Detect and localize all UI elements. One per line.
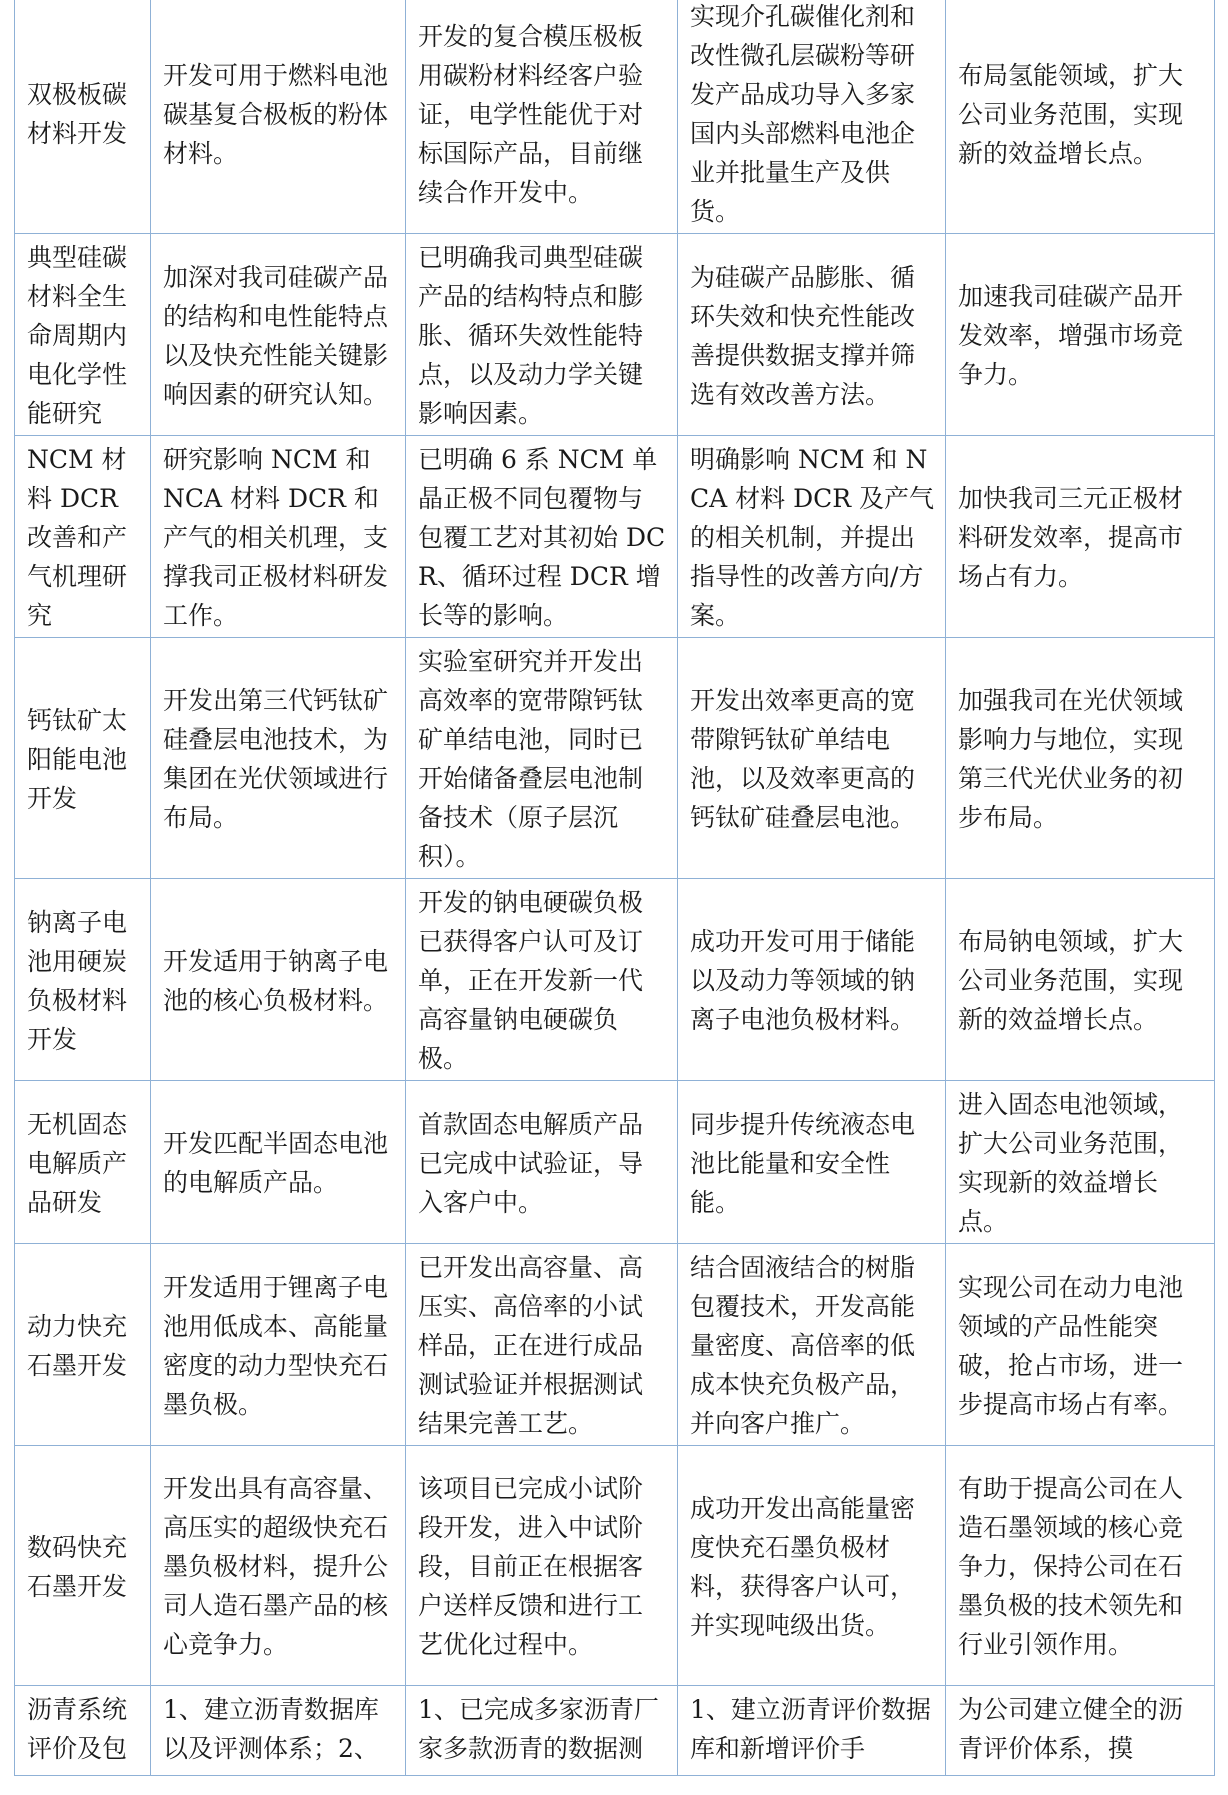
impact-cell: 进入固态电池领域，扩大公司业务范围，实现新的效益增长点。: [946, 1081, 1215, 1244]
progress-cell: 该项目已完成小试阶段开发，进入中试阶段，目前正在根据客户送样反馈和进行工艺优化过程中。: [406, 1446, 678, 1686]
table-row: [15, 1244, 1215, 1446]
target-cell: 实现介孔碳催化剂和改性微孔层碳粉等研发产品成功导入多家国内头部燃料电池企业并批量生产及供货。: [678, 0, 946, 234]
target-cell: 为硅碳产品膨胀、循环失效和快充性能改善提供数据支撑并筛选有效改善方法。: [678, 234, 946, 436]
project-name-cell: NCM 材料 DCR 改善和产气机理研究: [15, 436, 151, 638]
impact-cell: 布局钠电领域，扩大公司业务范围，实现新的效益增长点。: [946, 879, 1215, 1081]
table-row: [15, 879, 1215, 1081]
impact-cell: 加速我司硅碳产品开发效率，增强市场竞争力。: [946, 234, 1215, 436]
progress-cell: 实验室研究并开发出高效率的宽带隙钙钛矿单结电池，同时已开始储备叠层电池制备技术（原子层沉积）。: [406, 638, 678, 879]
impact-cell: 加快我司三元正极材料研发效率，提高市场占有力。: [946, 436, 1215, 638]
goal-cell: 开发出第三代钙钛矿硅叠层电池技术，为集团在光伏领域进行布局。: [151, 638, 406, 879]
target-cell: 1、建立沥青评价数据库和新增评价手: [678, 1686, 946, 1776]
goal-cell: 研究影响 NCM 和 NCA 材料 DCR 和产气的相关机理，支撑我司正极材料研发工作。: [151, 436, 406, 638]
progress-cell: 已开发出高容量、高压实、高倍率的小试样品，正在进行成品测试验证并根据测试结果完善工艺。: [406, 1244, 678, 1446]
progress-cell: 开发的复合模压极板用碳粉材料经客户验证，电学性能优于对标国际产品，目前继续合作开发中。: [406, 0, 678, 234]
goal-cell: 加深对我司硅碳产品的结构和电性能特点以及快充性能关键影响因素的研究认知。: [151, 234, 406, 436]
target-cell: 开发出效率更高的宽带隙钙钛矿单结电池，以及效率更高的钙钛矿硅叠层电池。: [678, 638, 946, 879]
target-cell: 成功开发出高能量密度快充石墨负极材料，获得客户认可，并实现吨级出货。: [678, 1446, 946, 1686]
table-row: [15, 1081, 1215, 1244]
research-projects-table: [14, 0, 1215, 1776]
table-row: [15, 234, 1215, 436]
project-name-cell: 无机固态电解质产品研发: [15, 1081, 151, 1244]
impact-cell: 加强我司在光伏领域影响力与地位，实现第三代光伏业务的初步布局。: [946, 638, 1215, 879]
table-row: [15, 1686, 1215, 1776]
goal-cell: 开发适用于锂离子电池用低成本、高能量密度的动力型快充石墨负极。: [151, 1244, 406, 1446]
progress-cell: 首款固态电解质产品已完成中试验证，导入客户中。: [406, 1081, 678, 1244]
project-name-cell: 钙钛矿太阳能电池开发: [15, 638, 151, 879]
goal-cell: 开发出具有高容量、高压实的超级快充石墨负极材料，提升公司人造石墨产品的核心竞争力。: [151, 1446, 406, 1686]
progress-cell: 开发的钠电硬碳负极已获得客户认可及订单，正在开发新一代高容量钠电硬碳负极。: [406, 879, 678, 1081]
target-cell: 明确影响 NCM 和 NCA 材料 DCR 及产气的相关机制，并提出指导性的改善方向/方案。: [678, 436, 946, 638]
goal-cell: 1、建立沥青数据库以及评测体系；2、: [151, 1686, 406, 1776]
project-name-cell: 沥青系统评价及包: [15, 1686, 151, 1776]
table-row: [15, 436, 1215, 638]
goal-cell: 开发匹配半固态电池的电解质产品。: [151, 1081, 406, 1244]
project-name-cell: 双极板碳材料开发: [15, 0, 151, 234]
project-name-cell: 动力快充石墨开发: [15, 1244, 151, 1446]
goal-cell: 开发可用于燃料电池碳基复合极板的粉体材料。: [151, 0, 406, 234]
impact-cell: 为公司建立健全的沥青评价体系，摸: [946, 1686, 1215, 1776]
progress-cell: 已明确我司典型硅碳产品的结构特点和膨胀、循环失效性能特点，以及动力学关键影响因素。: [406, 234, 678, 436]
table-row: [15, 638, 1215, 879]
progress-cell: 1、已完成多家沥青厂家多款沥青的数据测: [406, 1686, 678, 1776]
target-cell: 同步提升传统液态电池比能量和安全性能。: [678, 1081, 946, 1244]
progress-cell: 已明确 6 系 NCM 单晶正极不同包覆物与包覆工艺对其初始 DCR、循环过程 DCR 增长等的影响。: [406, 436, 678, 638]
table-row: [15, 0, 1215, 234]
impact-cell: 布局氢能领域，扩大公司业务范围，实现新的效益增长点。: [946, 0, 1215, 234]
project-name-cell: 典型硅碳材料全生命周期内电化学性能研究: [15, 234, 151, 436]
impact-cell: 有助于提高公司在人造石墨领域的核心竞争力，保持公司在石墨负极的技术领先和行业引领作用。: [946, 1446, 1215, 1686]
goal-cell: 开发适用于钠离子电池的核心负极材料。: [151, 879, 406, 1081]
table-row: [15, 1446, 1215, 1686]
project-name-cell: 钠离子电池用硬炭负极材料开发: [15, 879, 151, 1081]
project-name-cell: 数码快充石墨开发: [15, 1446, 151, 1686]
impact-cell: 实现公司在动力电池领域的产品性能突破，抢占市场，进一步提高市场占有率。: [946, 1244, 1215, 1446]
target-cell: 结合固液结合的树脂包覆技术，开发高能量密度、高倍率的低成本快充负极产品，并向客户推广。: [678, 1244, 946, 1446]
target-cell: 成功开发可用于储能以及动力等领域的钠离子电池负极材料。: [678, 879, 946, 1081]
